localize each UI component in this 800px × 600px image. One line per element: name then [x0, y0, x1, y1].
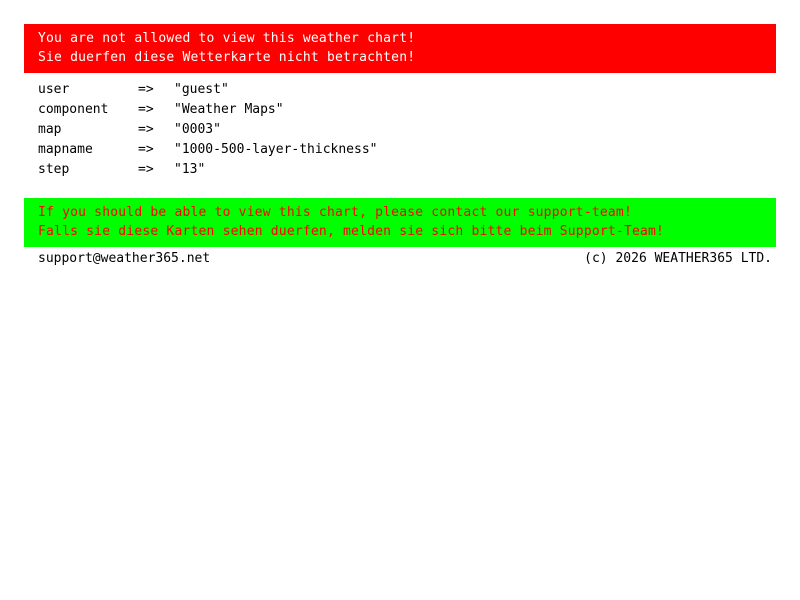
parameter-value: "guest" — [174, 82, 229, 97]
support-banner-line-de: Falls sie diese Karten sehen duerfen, melden sie sich bitte beim Support-Team! — [38, 224, 665, 239]
parameter-value: "0003" — [174, 122, 221, 137]
parameter-key: step — [38, 162, 70, 177]
parameter-arrow: => — [138, 122, 154, 137]
parameter-row-user — [38, 80, 778, 100]
support-banner — [24, 198, 776, 247]
parameter-arrow: => — [138, 142, 154, 157]
parameter-key: mapname — [38, 142, 93, 157]
parameter-key: user — [38, 82, 70, 97]
copyright-text: (c) 2026 WEATHER365 LTD. — [584, 251, 772, 266]
parameter-value: "Weather Maps" — [174, 102, 284, 117]
parameter-list — [38, 80, 778, 180]
parameter-arrow: => — [138, 102, 154, 117]
parameter-key: component — [38, 102, 109, 117]
parameter-key: map — [38, 122, 62, 137]
support-email-link[interactable]: support@weather365.net — [38, 251, 211, 266]
parameter-arrow: => — [138, 162, 154, 177]
footer — [38, 250, 772, 268]
error-banner-line-en: You are not allowed to view this weather chart! — [38, 31, 416, 46]
parameter-row-map — [38, 120, 778, 140]
support-banner-line-en: If you should be able to view this chart, please contact our support-team! — [38, 205, 632, 220]
parameter-row-step — [38, 160, 778, 180]
parameter-row-component — [38, 100, 778, 120]
parameter-value: "13" — [174, 162, 206, 177]
parameter-value: "1000-500-layer-thickness" — [174, 142, 378, 157]
parameter-arrow: => — [138, 82, 154, 97]
error-banner — [24, 24, 776, 73]
parameter-row-mapname — [38, 140, 778, 160]
error-banner-line-de: Sie duerfen diese Wetterkarte nicht betrachten! — [38, 50, 416, 65]
